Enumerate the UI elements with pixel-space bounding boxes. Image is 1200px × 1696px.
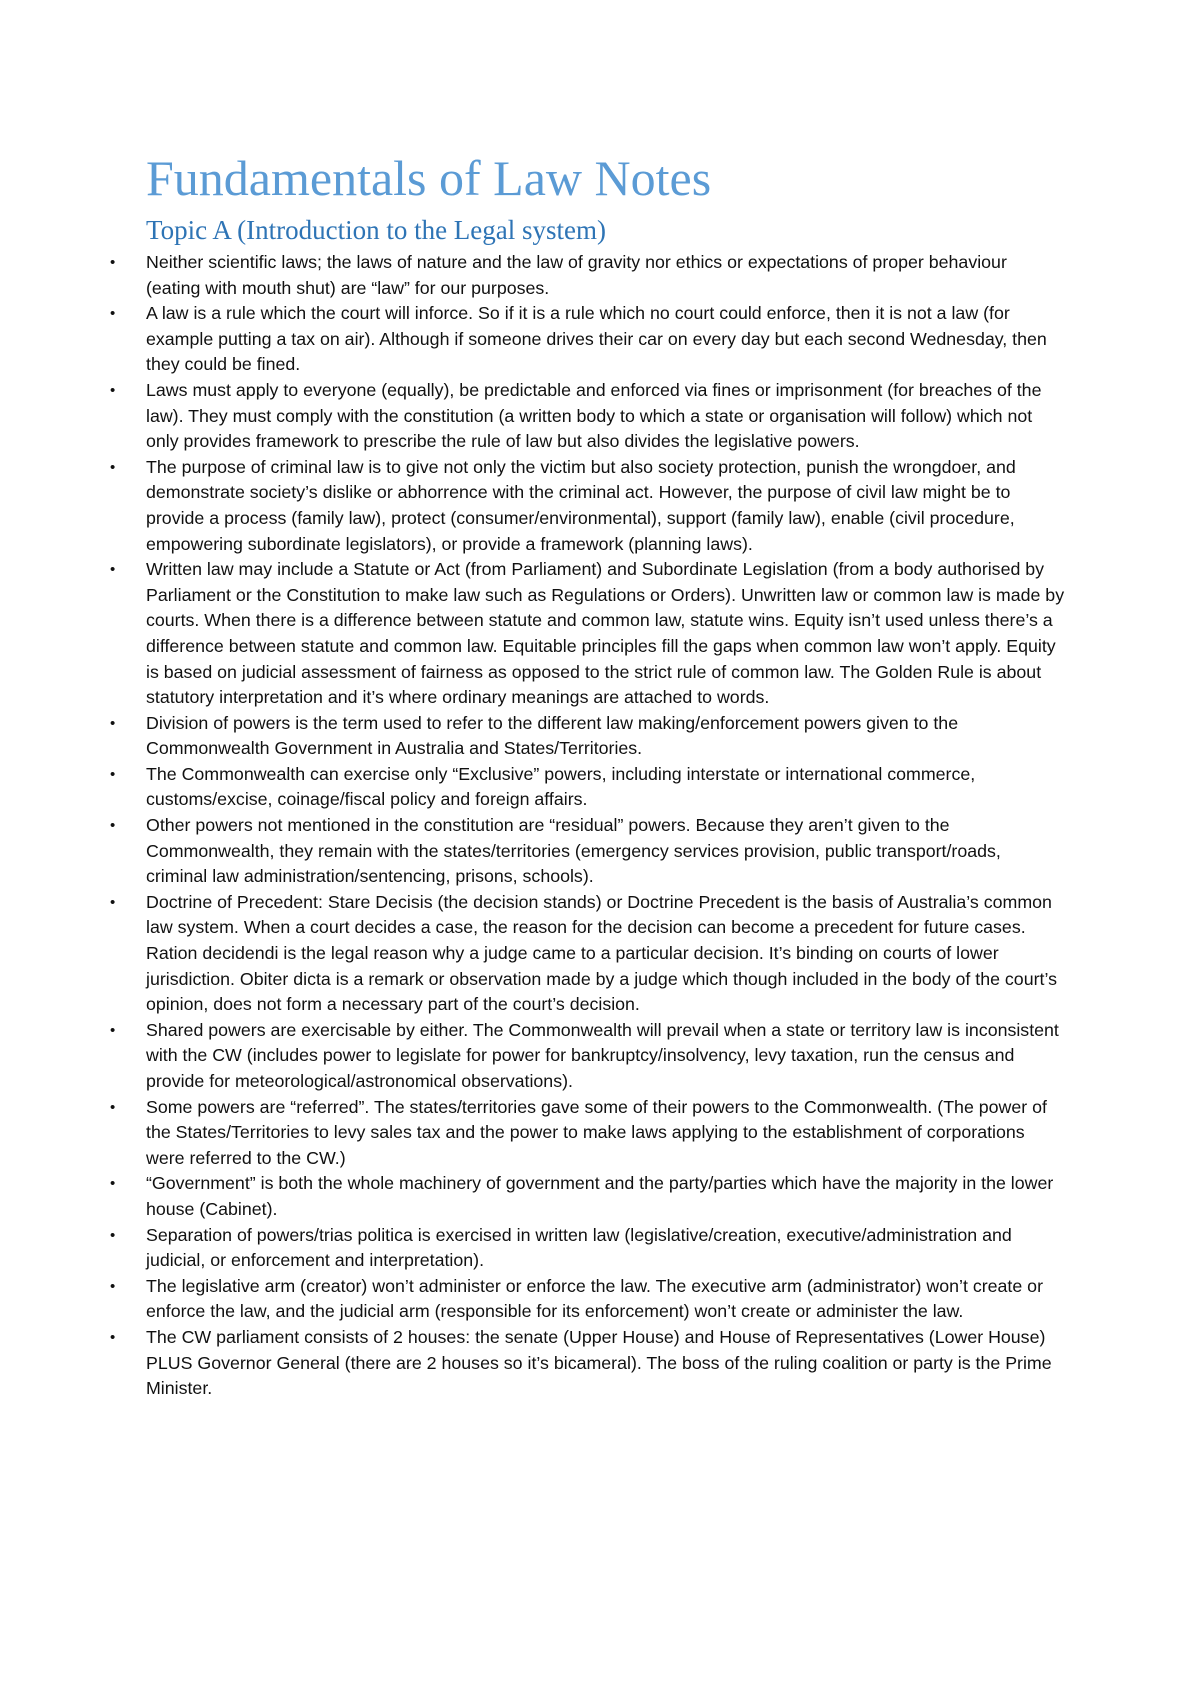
notes-list [110,250,1066,1402]
list-item [110,1171,1066,1222]
bullet-icon: • [110,765,116,783]
list-item-text: Neither scientific laws; the laws of nature and the law of gravity nor ethics or expectations of proper behaviour (eating with mouth shut) are “law” for our purposes. [146,252,1007,298]
bullet-icon: • [110,1175,116,1193]
list-item-text: The CW parliament consists of 2 houses: the senate (Upper House) and House of Representatives (Lower House) PLUS Governor General (there are 2 houses so it’s bicameral). The boss of the ruling coalition or party is the Prime Minister. [146,1326,1052,1399]
bullet-icon: • [110,305,116,323]
list-item-text: Division of powers is the term used to refer to the different law making/enforcement powers given to the Commonwealth Government in Australia and States/Territories. [146,712,959,759]
bullet-icon: • [110,1021,116,1039]
list-item [110,890,1066,1018]
list-item [110,1325,1066,1402]
list-item-text: “Government” is both the whole machinery of government and the party/parties which have the majority in the lower house (Cabinet). [146,1173,1054,1219]
list-item-text: The Commonwealth can exercise only “Exclusive” powers, including interstate or international commerce, customs/excise, coinage/fiscal policy and foreign affairs. [146,763,976,810]
list-item-text: The legislative arm (creator) won’t administer or enforce the law. The executive arm (administrator) won’t create or enforce the law, and the judicial arm (responsible for its enforcement) won’t create or administer the law. [146,1275,1043,1322]
bullet-icon: • [110,714,116,732]
topic-heading: Topic A (Introduction to the Legal system) [146,215,607,245]
bullet-icon: • [110,381,116,399]
bullet-icon: • [110,254,116,271]
page-title: Fundamentals of Law Notes [146,150,712,206]
bullet-icon: • [110,1226,116,1244]
list-item [110,378,1066,455]
bullet-icon: • [110,1328,116,1346]
list-item [110,1223,1066,1274]
list-item [110,711,1066,762]
list-item [110,455,1066,557]
bullet-icon: • [110,458,116,476]
bullet-icon: • [110,893,116,911]
list-item-text: Other powers not mentioned in the constitution are “residual” powers. Because they aren’t given to the Commonwealth, they remain with the states/territories (emergency services provision, public transport/roads, criminal law administration/sentencing, prisons, schools). [146,815,1001,887]
list-item [110,1095,1066,1172]
list-item-text: Doctrine of Precedent: Stare Decisis (the decision stands) or Doctrine Precedent is the basis of Australia’s common law system. When a court decides a case, the reason for the decision can become a precedent for future cases. Ration decidendi is the legal reason why a judge came to a particular decision. It’s binding on courts of lower jurisdiction. Obiter dicta is a remark or observation made by a judge which though included in the body of the court’s opinion, does not form a necessary part of the court’s decision. [146,891,1057,1015]
list-item [110,301,1066,378]
list-item-text: Separation of powers/trias politica is exercised in written law (legislative/creation, executive/administration and judicial, or enforcement and interpretation). [146,1224,1012,1271]
list-item-text: The purpose of criminal law is to give not only the victim but also society protection, punish the wrongdoer, and demonstrate society’s dislike or abhorrence with the criminal act. However, the purpose of civil law might be to provide a process (family law), protect (consumer/environmental), support (family law), enable (civil procedure, empowering subordinate legislators), or provide a framework (planning laws). [146,456,1016,554]
list-item-text: Some powers are “referred”. The states/territories gave some of their powers to the Commonwealth. (The power of the States/Territories to levy sales tax and the power to make laws applying to the establishment of corporations were referred to the CW.) [146,1096,1047,1168]
list-item [110,813,1066,890]
bullet-icon: • [110,817,116,835]
list-item-text: A law is a rule which the court will inforce. So if it is a rule which no court could enforce, then it is not a law (for example putting a tax on air). Although if someone drives their car on every day but each second Wednesday, then they could be fined. [146,303,1047,375]
list-item [110,1018,1066,1095]
list-item [110,762,1066,813]
bullet-icon: • [110,1277,116,1295]
list-item [110,1274,1066,1325]
list-item-text: Written law may include a Statute or Act (from Parliament) and Subordinate Legislation (from a body authorised by Parliament or the Constitution to make law such as Regulations or Orders). Unwritten law or common law is made by courts. When there is a difference between statute and common law, statute wins. Equity isn’t used unless there’s a difference between statute and common law. Equitable principles fill the gaps when common law won’t apply. Equity is based on judicial assessment of fairness as opposed to the strict rule of common law. The Golden Rule is about statutory interpretation and it’s where ordinary meanings are attached to words. [146,559,1065,708]
list-item [110,250,1066,301]
list-item-text: Shared powers are exercisable by either. The Commonwealth will prevail when a state or territory law is inconsistent with the CW (includes power to legislate for power for bankruptcy/insolvency, levy taxation, run the census and provide for meteorological/astronomical observations). [146,1019,1059,1091]
list-item-text: Laws must apply to everyone (equally), be predictable and enforced via fines or imprisonment (for breaches of the law). They must comply with the constitution (a written body to which a state or organisation will follow) which not only provides framework to prescribe the rule of law but also divides the legislative powers. [146,379,1042,452]
bullet-icon: • [110,561,116,579]
list-item [110,557,1066,711]
bullet-icon: • [110,1098,116,1116]
